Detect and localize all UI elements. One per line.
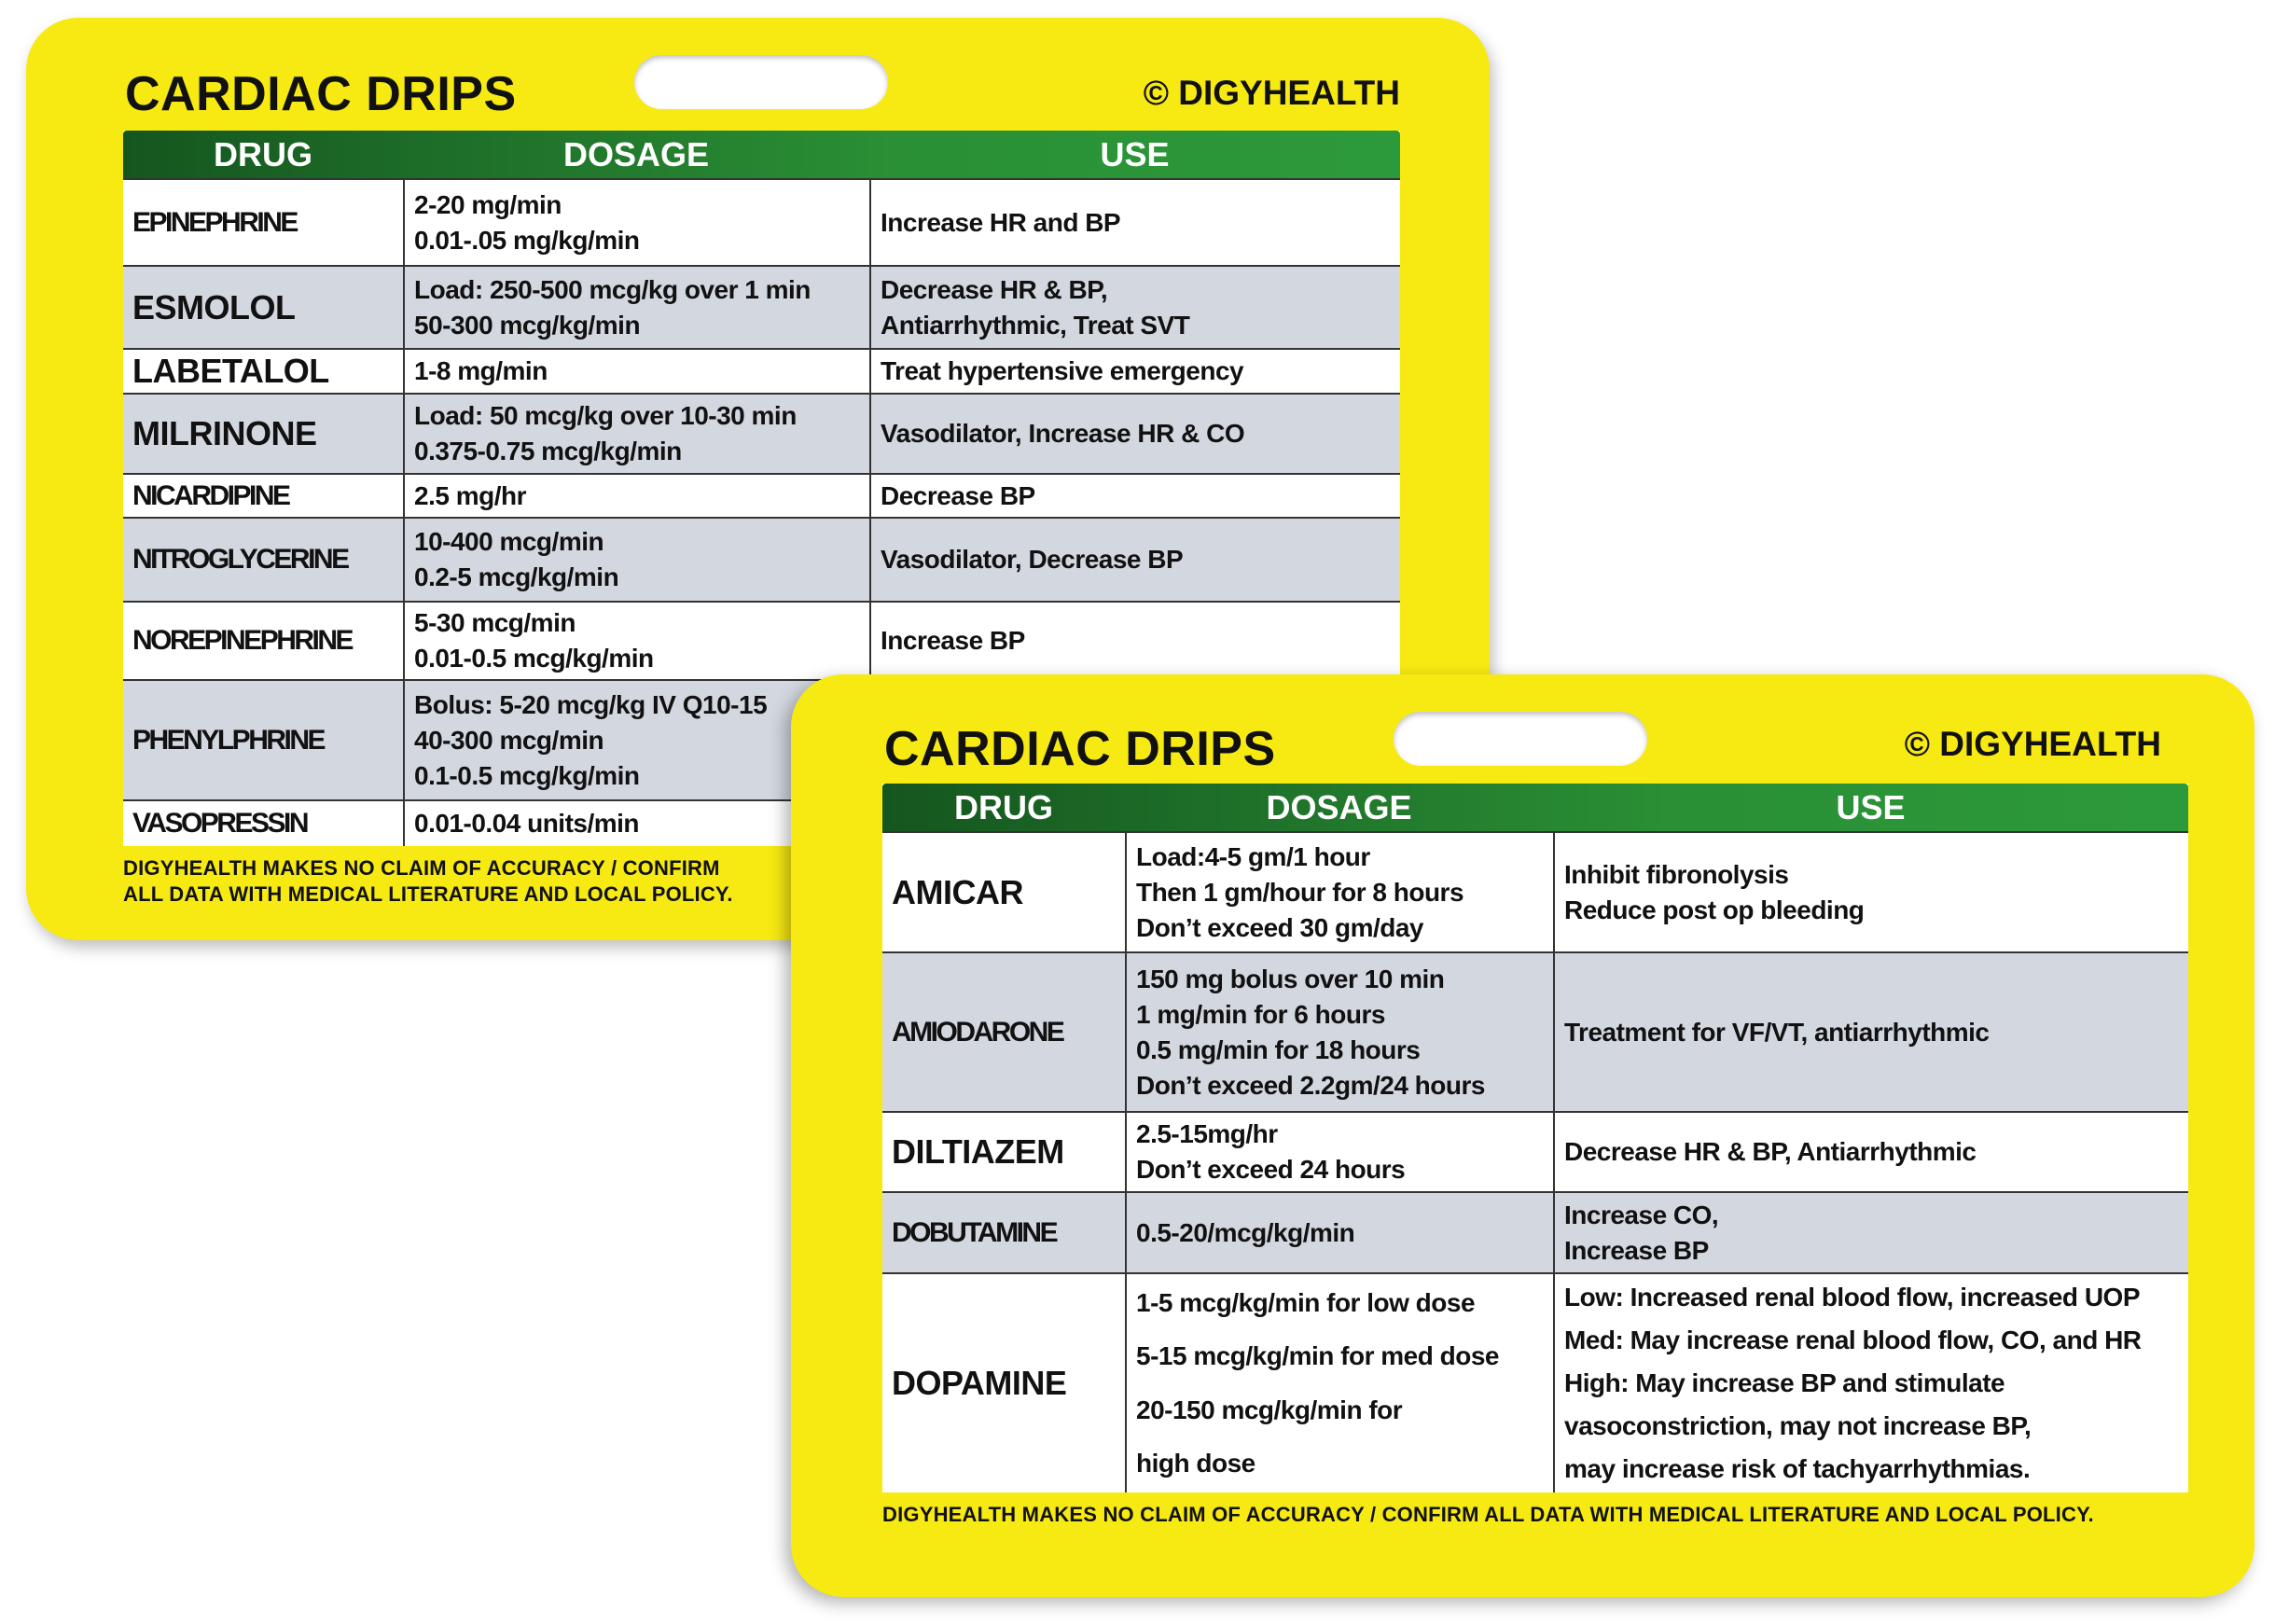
dosage-line: 0.01-0.04 units/min bbox=[414, 809, 640, 838]
table-row bbox=[882, 1111, 2188, 1191]
dosage-line: 40-300 mcg/min bbox=[414, 725, 604, 755]
table-row bbox=[882, 1191, 2188, 1272]
dosage-cell bbox=[403, 350, 869, 393]
dosage-cell bbox=[1125, 1274, 1553, 1492]
column-header: DRUG bbox=[214, 134, 312, 174]
use-cell bbox=[869, 180, 1400, 265]
table-row bbox=[123, 393, 1400, 473]
drug-table bbox=[882, 784, 2188, 1492]
card-title: CARDIAC DRIPS bbox=[125, 67, 517, 121]
dosage-line: Don’t exceed 24 hours bbox=[1136, 1155, 1406, 1184]
dosage-line: 1 mg/min for 6 hours bbox=[1136, 999, 1385, 1029]
dosage-line: Load:4-5 gm/1 hour bbox=[1136, 841, 1370, 871]
dosage-cell bbox=[403, 519, 869, 601]
column-header: DRUG bbox=[954, 787, 1053, 826]
copyright-brand: © DIGYHEALTH bbox=[1904, 725, 2161, 763]
dosage-line: 0.5-20/mcg/kg/min bbox=[1136, 1217, 1355, 1247]
copyright-brand: © DIGYHEALTH bbox=[1143, 74, 1400, 112]
disclaimer: DIGYHEALTH MAKES NO CLAIM OF ACCURACY / CONFIRM ALL DATA WITH MEDICAL LITERATURE AND LOCAL POLICY. bbox=[882, 1503, 2094, 1526]
dosage-line: 2-20 mg/min bbox=[414, 189, 562, 219]
dosage-line: 0.01-0.5 mcg/kg/min bbox=[414, 644, 654, 673]
use-cell bbox=[1553, 953, 2188, 1111]
dosage-cell bbox=[1125, 1193, 1553, 1272]
use-line: Decrease HR & BP, Antiarrhythmic bbox=[1564, 1137, 1977, 1166]
table-row bbox=[882, 831, 2188, 951]
use-line: Increase CO, bbox=[1564, 1200, 1719, 1229]
column-header: DOSAGE bbox=[562, 134, 710, 174]
use-line: Increase HR and BP bbox=[881, 207, 1121, 237]
drug-name: DOBUTAMINE bbox=[892, 1216, 1057, 1248]
drug-name: ESMOLOL bbox=[132, 287, 296, 326]
dosage-line: 50-300 mcg/kg/min bbox=[414, 310, 641, 340]
dosage-line: high dose bbox=[1136, 1449, 1255, 1478]
drug-name: LABETALOL bbox=[132, 352, 329, 390]
dosage-line: Load: 250-500 mcg/kg over 1 min bbox=[414, 274, 811, 304]
table-row bbox=[123, 473, 1400, 517]
use-line: Vasodilator, Increase HR & CO bbox=[881, 419, 1245, 448]
column-header: USE bbox=[1100, 134, 1170, 174]
dosage-cell bbox=[403, 475, 869, 517]
use-line: High: May increase BP and stimulate bbox=[1564, 1368, 2005, 1397]
use-cell bbox=[1553, 1193, 2188, 1272]
use-line: Increase BP bbox=[881, 626, 1025, 655]
use-line: Med: May increase renal blood flow, CO, and HR bbox=[1564, 1326, 2142, 1354]
dosage-cell bbox=[403, 395, 869, 473]
drug-name: VASOPRESSIN bbox=[132, 808, 307, 839]
use-cell bbox=[869, 603, 1400, 679]
dosage-line: 0.5 mg/min for 18 hours bbox=[1136, 1034, 1421, 1064]
table-header bbox=[882, 784, 2188, 831]
dosage-line: 5-15 mcg/kg/min for med dose bbox=[1136, 1341, 1499, 1371]
use-cell bbox=[869, 395, 1400, 473]
dosage-line: 0.01-.05 mg/kg/min bbox=[414, 225, 640, 255]
dosage-line: Bolus: 5-20 mcg/kg IV Q10-15 bbox=[414, 689, 768, 719]
table-row bbox=[123, 517, 1400, 601]
use-line: Treat hypertensive emergency bbox=[881, 356, 1244, 385]
dosage-line: 150 mg bolus over 10 min bbox=[1136, 964, 1445, 993]
table-row bbox=[123, 265, 1400, 348]
dosage-line: Load: 50 mcg/kg over 10-30 min bbox=[414, 401, 797, 430]
dosage-cell bbox=[1125, 953, 1553, 1111]
dosage-line: 10-400 mcg/min bbox=[414, 527, 604, 556]
use-cell bbox=[1553, 1113, 2188, 1191]
dosage-line: 2.5-15mg/hr bbox=[1136, 1119, 1278, 1148]
card-title: CARDIAC DRIPS bbox=[884, 722, 1276, 776]
table-row bbox=[882, 1272, 2188, 1492]
column-header: DOSAGE bbox=[1266, 787, 1412, 826]
use-cell bbox=[869, 350, 1400, 393]
use-line: Low: Increased renal blood flow, increased UOP bbox=[1564, 1283, 2140, 1312]
drug-name: AMIODARONE bbox=[892, 1016, 1063, 1048]
disclaimer: DIGYHEALTH MAKES NO CLAIM OF ACCURACY / CONFIRM ALL DATA WITH MEDICAL LITERATURE AND LOCAL POLICY. bbox=[123, 856, 733, 906]
dosage-line: 1-8 mg/min bbox=[414, 356, 548, 385]
use-cell bbox=[1553, 1274, 2188, 1492]
use-line: Inhibit fibronolysis bbox=[1564, 859, 1789, 889]
use-line: vasoconstriction, may not increase BP, bbox=[1564, 1411, 2032, 1440]
drug-name: DILTIAZEM bbox=[892, 1132, 1064, 1171]
dosage-line: 0.2-5 mcg/kg/min bbox=[414, 562, 619, 591]
drug-name: AMICAR bbox=[892, 872, 1023, 911]
table-row bbox=[123, 601, 1400, 679]
dosage-cell bbox=[403, 180, 869, 265]
drug-name: MILRINONE bbox=[132, 414, 317, 452]
use-cell bbox=[869, 267, 1400, 348]
dosage-cell bbox=[1125, 833, 1553, 951]
dosage-line: Don’t exceed 2.2gm/24 hours bbox=[1136, 1070, 1485, 1100]
dosage-line: 0.375-0.75 mcg/kg/min bbox=[414, 437, 682, 465]
use-line: Decrease HR & BP, bbox=[881, 274, 1108, 304]
drug-reference-card-front bbox=[791, 674, 2254, 1597]
card-content bbox=[882, 784, 2188, 1528]
dosage-line: Don’t exceed 30 gm/day bbox=[1136, 912, 1424, 942]
drug-name: NICARDIPINE bbox=[132, 479, 289, 511]
badge-slot-hole bbox=[1394, 712, 1647, 766]
use-cell bbox=[869, 475, 1400, 517]
use-line: Reduce post op bleeding bbox=[1564, 895, 1865, 924]
use-cell bbox=[1553, 833, 2188, 951]
column-header: USE bbox=[1836, 787, 1906, 826]
dosage-line: Then 1 gm/hour for 8 hours bbox=[1136, 877, 1464, 907]
dosage-line: 1-5 mcg/kg/min for low dose bbox=[1136, 1287, 1476, 1317]
use-cell bbox=[869, 519, 1400, 601]
dosage-cell bbox=[403, 267, 869, 348]
table-row bbox=[882, 951, 2188, 1111]
use-line: Antiarrhythmic, Treat SVT bbox=[881, 310, 1190, 340]
dosage-line: 20-150 mcg/kg/min for bbox=[1136, 1395, 1403, 1424]
table-row bbox=[123, 348, 1400, 393]
table-header bbox=[123, 131, 1400, 178]
dosage-line: 0.1-0.5 mcg/kg/min bbox=[414, 760, 640, 790]
use-line: Increase BP bbox=[1564, 1235, 1709, 1265]
table-row bbox=[123, 178, 1400, 265]
dosage-cell bbox=[1125, 1113, 1553, 1191]
drug-name: NOREPINEPHRINE bbox=[132, 625, 353, 656]
drug-name: PHENYLPHRINE bbox=[132, 724, 325, 756]
drug-name: NITROGLYCERINE bbox=[132, 544, 348, 575]
use-line: Decrease BP bbox=[881, 480, 1035, 510]
use-line: Vasodilator, Decrease BP bbox=[881, 545, 1184, 574]
badge-slot-hole bbox=[634, 55, 888, 109]
use-line: Treatment for VF/VT, antiarrhythmic bbox=[1564, 1017, 1990, 1047]
dosage-line: 2.5 mg/hr bbox=[414, 480, 526, 510]
drug-name: DOPAMINE bbox=[892, 1364, 1067, 1402]
drug-name: EPINEPHRINE bbox=[132, 206, 297, 238]
dosage-line: 5-30 mcg/min bbox=[414, 608, 576, 637]
dosage-cell bbox=[403, 603, 869, 679]
use-line: may increase risk of tachyarrhythmias. bbox=[1564, 1454, 2031, 1483]
